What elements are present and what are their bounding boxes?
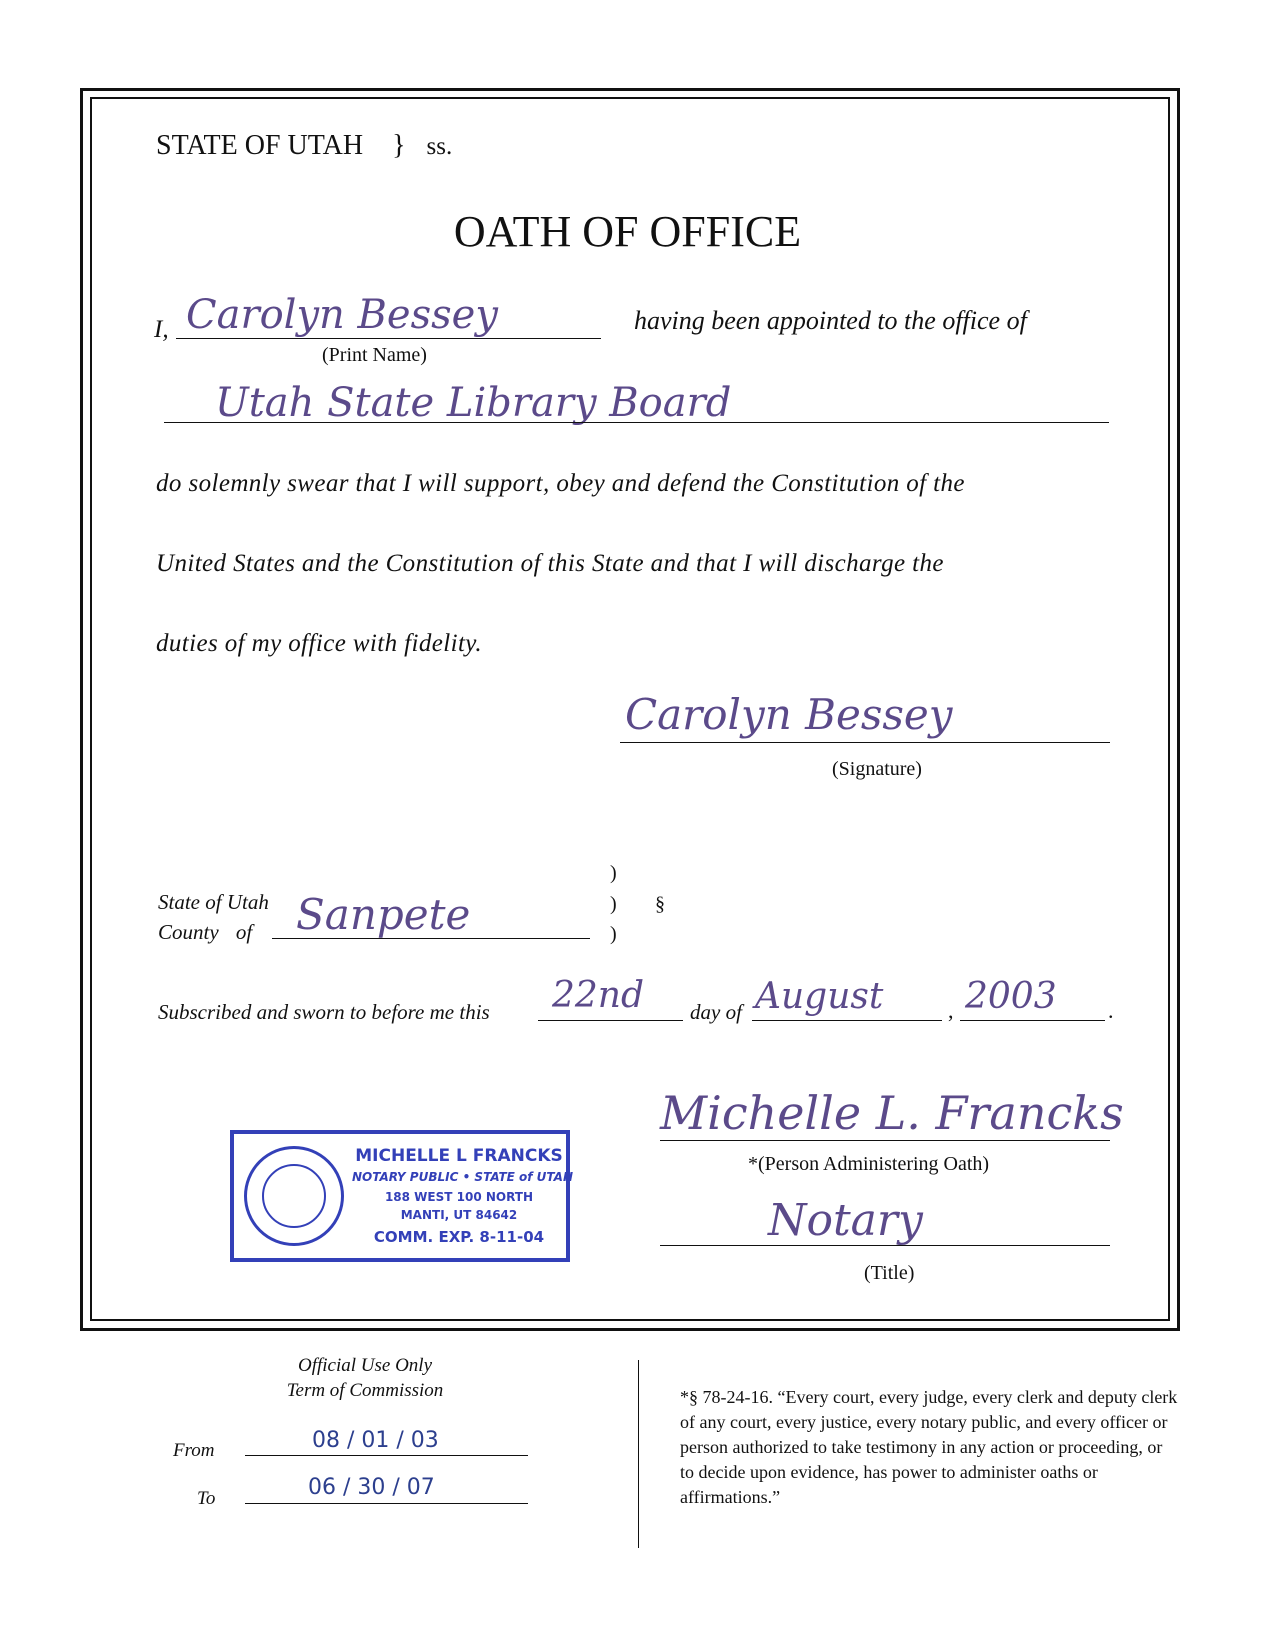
name-line [176,338,601,339]
to-label: To [197,1488,216,1509]
page-title: OATH OF OFFICE [453,207,802,256]
from-date: 08 / 01 / 03 [312,1428,439,1453]
to-date: 06 / 30 / 07 [308,1475,435,1500]
notary-stamp [230,1130,573,1262]
title-label: (Title) [864,1262,915,1284]
administrator-line [660,1140,1110,1141]
state-header [156,130,452,162]
sworn-prefix: Subscribed and sworn to before me this [158,1000,490,1024]
venue-paren-3: ) [610,923,617,945]
day-line [538,1020,683,1021]
signature-line [620,742,1110,743]
venue-county-label: County of [158,920,253,944]
date-period: . [1108,998,1114,1023]
venue-paren-2: ) [610,893,617,915]
handwritten-county: Sanpete [296,890,471,939]
venue-brace: } [392,130,406,161]
handwritten-administrator-signature: Michelle L. Francks [660,1086,1124,1140]
footnote-statute: *§ 78-24-16. “Every court, every judge, every clerk and deputy clerk of any court, every justice, every notary public, and every officer or person authorized to take testimony in any action or proceeding, or to decide upon evidence, has power to administer oaths or affirmations.” [680,1387,1178,1507]
oath-line-3: duties of my office with fidelity. [156,630,483,657]
stamp-commission: COMM. EXP. 8-11-04 [373,1228,545,1246]
state-of-utah-heading: STATE OF UTAH [156,130,364,161]
stamp-address-1: 188 WEST 100 NORTH [384,1190,534,1204]
ss-abbrev: ss. [426,133,453,160]
column-divider [638,1360,639,1548]
appointed-text: having been appointed to the office of [634,306,1027,335]
from-label: From [173,1440,215,1461]
handwritten-title: Notary [768,1195,923,1246]
date-comma: , [948,998,954,1023]
state-seal-icon [244,1146,344,1246]
handwritten-day: 22nd [552,975,645,1016]
venue-paren-1: ) [610,862,617,884]
county-line [272,938,590,939]
oath-line-2: United States and the Constitution of this State and that I will discharge the [156,550,944,577]
official-use-heading: Official Use Only [297,1355,433,1376]
year-line [960,1020,1105,1021]
administrator-label: *(Person Administering Oath) [748,1153,990,1175]
oath-line-1: do solemnly swear that I will support, obey and defend the Constitution of the [156,470,965,497]
venue-state-label: State of Utah [158,890,269,914]
handwritten-year: 2003 [965,976,1057,1017]
stamp-address-2: MANTI, UT 84642 [400,1208,518,1222]
signature-label: (Signature) [832,758,922,780]
handwritten-office: Utah State Library Board [215,380,732,426]
month-line [752,1020,942,1021]
day-of-label: day of [690,1000,742,1024]
term-heading: Term of Commission [286,1380,444,1401]
i-prefix: I, [154,316,169,343]
print-name-label: (Print Name) [322,344,427,366]
section-symbol: § [655,893,665,915]
stamp-title: NOTARY PUBLIC • STATE of UTAH [352,1170,573,1184]
handwritten-signature: Carolyn Bessey [625,690,953,739]
office-line [164,422,1109,423]
from-line [245,1455,528,1456]
handwritten-name: Carolyn Bessey [186,292,498,338]
title-line [660,1245,1110,1246]
seal-center-icon [262,1164,326,1228]
handwritten-month: August [755,976,884,1017]
stamp-name: MICHELLE L FRANCKS [355,1146,563,1166]
to-line [245,1503,528,1504]
